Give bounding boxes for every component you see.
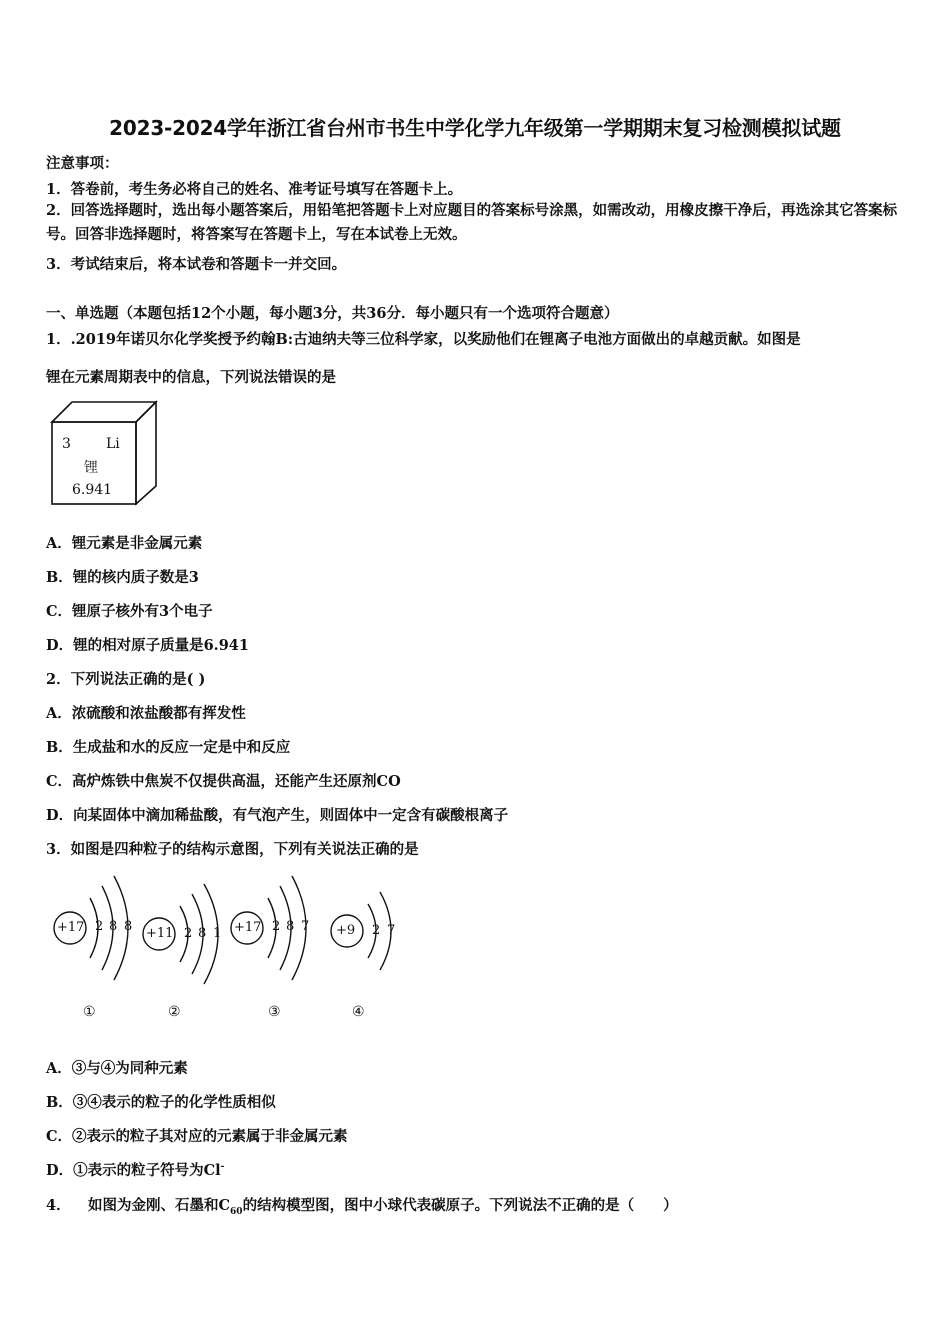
p2-nucleus: +11 (146, 926, 174, 941)
q2-option-c: C．高炉炼铁中焦炭不仅提供高温，还能产生还原剂CO (46, 773, 401, 790)
p3-shell-count-2: 8 (286, 919, 295, 934)
p4-shell-count-2: 7 (387, 923, 396, 938)
page-title: 2023-2024学年浙江省台州市书生中学化学九年级第一学期期末复习检测模拟试题 (109, 116, 841, 140)
q3-option-b: B．③④表示的粒子的化学性质相似 (46, 1094, 276, 1111)
p1-shell-count-3: 8 (124, 919, 133, 934)
p4-label: ④ (352, 1004, 365, 1020)
p2-shell-count-2: 8 (198, 926, 207, 941)
p4-shell-count-1: 2 (372, 923, 381, 938)
section-heading: 一、单选题（本题包括12个小题，每小题3分，共36分．每小题只有一个选项符合题意） (46, 305, 619, 322)
q1-option-d: D．锂的相对原子质量是6.941 (46, 637, 249, 654)
q2-option-b: B．生成盐和水的反应一定是中和反应 (46, 739, 291, 756)
p3-shell-count-3: 7 (301, 919, 310, 934)
q3-option-d (46, 1159, 224, 1180)
q1-option-b: B．锂的核内质子数是3 (46, 569, 199, 586)
p3-nucleus: +17 (234, 920, 262, 935)
notice-heading: 注意事项： (46, 155, 119, 172)
notice-item-2: 2．回答选择题时，选出每小题答案后，用铅笔把答题卡上对应题目的答案标号涂黑，如需改动，用橡皮擦干净后，再选涂其它答案标号。回答非选择题时，将答案写在答题卡上，写在本试卷上无效。 (46, 202, 898, 243)
chloride-charge: - (220, 1162, 225, 1173)
element-name: 锂 (84, 460, 98, 476)
c60-subscript: 60 (230, 1206, 243, 1217)
p2-label: ② (168, 1004, 181, 1020)
q3-stem: 3．如图是四种粒子的结构示意图，下列有关说法正确的是 (46, 841, 419, 858)
q4-number: 4． (46, 1197, 71, 1214)
q4-stem-part-1: 如图为金刚、石墨和C (88, 1197, 231, 1214)
q3-option-d-text: D．①表示的粒子符号为Cl (46, 1162, 221, 1179)
p4-nucleus: +9 (336, 923, 356, 938)
q2-option-d: D．向某固体中滴加稀盐酸，有气泡产生，则固体中一定含有碳酸根离子 (46, 807, 509, 824)
p3-label: ③ (268, 1004, 281, 1020)
q2-stem: 2．下列说法正确的是( ) (46, 671, 206, 688)
q4-stem-part-2: 的结构模型图，图中小球代表碳原子。下列说法不正确的是（ ） (242, 1197, 678, 1214)
atomic-mass: 6.941 (72, 482, 113, 498)
particle-structure-diagrams (46, 872, 416, 1032)
cell-top-face (52, 402, 156, 422)
q4-stem (88, 1194, 678, 1217)
p2-shell-count-3: 1 (213, 926, 222, 941)
q1-option-c: C．锂原子核外有3个电子 (46, 603, 213, 620)
p3-shell-count-1: 2 (272, 919, 281, 934)
notice-item-1: 1．答卷前，考生务必将自己的姓名、准考证号填写在答题卡上。 (46, 181, 463, 198)
q1-option-a: A．锂元素是非金属元素 (46, 535, 203, 552)
q1-stem-line2: 锂在元素周期表中的信息，下列说法错误的是 (46, 369, 336, 386)
p1-label: ① (83, 1004, 96, 1020)
q3-option-a: A．③与④为同种元素 (46, 1060, 188, 1077)
q3-option-c: C．②表示的粒子其对应的元素属于非金属元素 (46, 1128, 348, 1145)
cell-side-face (136, 402, 156, 504)
element-symbol: Li (106, 436, 120, 452)
p2-shell-count-1: 2 (184, 926, 193, 941)
p1-shell-count-2: 8 (109, 919, 118, 934)
atomic-number: 3 (62, 436, 71, 452)
q1-stem-line1: 1．.2019年诺贝尔化学奖授予约翰B:古迪纳夫等三位科学家，以奖励他们在锂离子电池方面做出的卓越贡献。如图是 (46, 331, 801, 348)
q2-option-a: A．浓硫酸和浓盐酸都有挥发性 (46, 705, 246, 722)
notice-item-3: 3．考试结束后，将本试卷和答题卡一并交回。 (46, 256, 347, 273)
p1-shell-count-1: 2 (95, 919, 104, 934)
p1-nucleus: +17 (57, 920, 85, 935)
lithium-element-cell (48, 400, 160, 506)
